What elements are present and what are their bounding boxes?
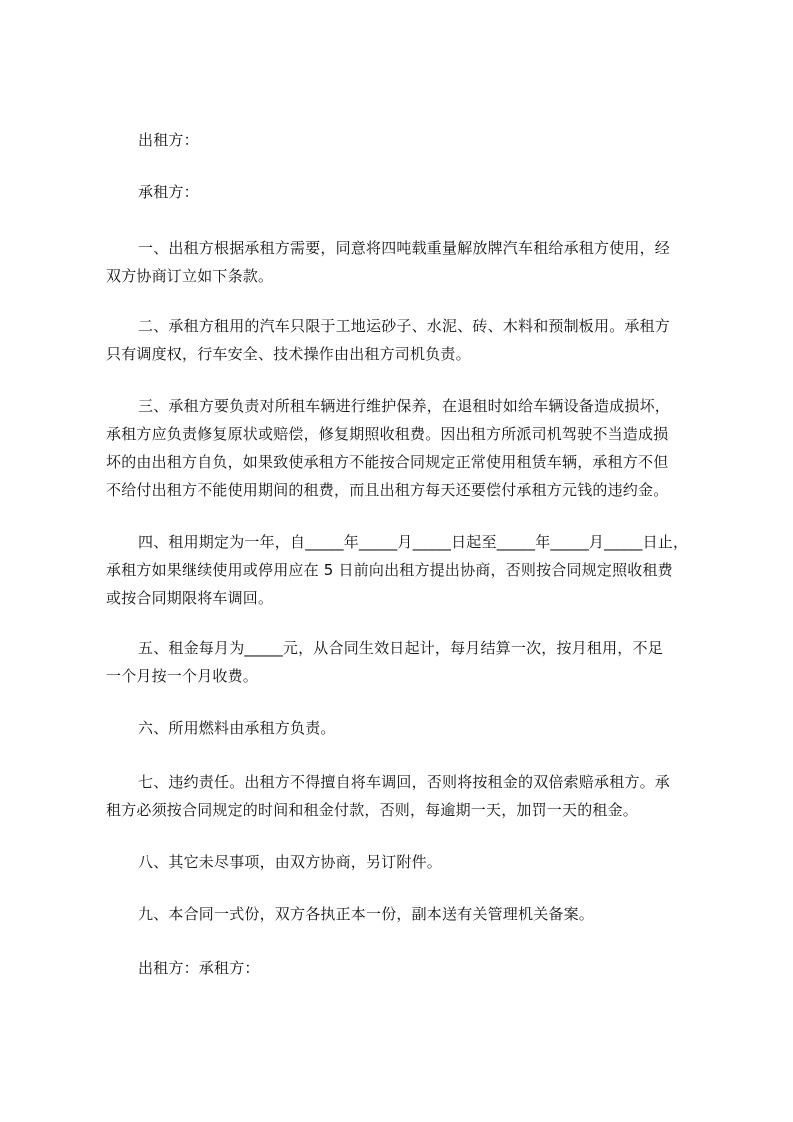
clause-4-line-3: 或按合同期限将车调回。 — [106, 589, 274, 607]
clause-3-line-1: 三、承租方要负责对所租车辆进行维护保养，在退租时如给车辆设备造成损坏， — [138, 397, 671, 415]
clause-2-line-1: 二、承租方租用的汽车只限于工地运砂子、水泥、砖、木料和预制板用。承租方 — [138, 317, 671, 335]
clause-3-line-2: 承租方应负责修复原状或赔偿，修复期照收租费。因出租方所派司机驾驶不当造成损 — [106, 425, 669, 443]
lessee-label: 承租方： — [138, 183, 199, 201]
clause-1-line-1: 一、出租方根据承租方需要，同意将四吨载重量解放牌汽车租给承租方使用，经 — [138, 239, 671, 257]
signature-line: 出租方：承租方： — [138, 959, 260, 977]
clause-8-line-1: 八、其它未尽事项，由双方协商，另订附件。 — [138, 853, 443, 871]
clause-5-line-2: 一个月按一个月收费。 — [106, 667, 259, 685]
clause-6-line-1: 六、所用燃料由承租方负责。 — [138, 719, 336, 737]
clause-1-line-2: 双方协商订立如下条款。 — [106, 267, 274, 285]
clause-9-line-1: 九、本合同一式份，双方各执正本一份，副本送有关管理机关备案。 — [138, 905, 595, 923]
clause-3-line-4: 不给付出租方不能使用期间的租费，而且出租方每天还要偿付承租方元钱的违约金。 — [106, 481, 669, 499]
clause-7-line-1: 七、违约责任。出租方不得擅自将车调回，否则将按租金的双倍索赔承租方。承 — [138, 773, 671, 791]
clause-4-line-2: 承租方如果继续使用或停用应在 5 日前向出租方提出协商，否则按合同规定照收租费 — [106, 561, 673, 579]
clause-2-line-2: 只有调度权，行车安全、技术操作由出租方司机负责。 — [106, 345, 471, 363]
clause-7-line-2: 租方必须按合同规定的时间和租金付款，否则，每逾期一天，加罚一天的租金。 — [106, 801, 639, 819]
clause-4-line-1: 四、租用期定为一年，自_____年_____月_____日起至_____年_____月_____日止， — [138, 533, 689, 551]
clause-5-line-1: 五、租金每月为_____元，从合同生效日起计，每月结算一次，按月租用，不足 — [138, 639, 663, 657]
lessor-label: 出租方： — [138, 131, 199, 149]
clause-3-line-3: 坏的由出租方自负，如果致使承租方不能按合同规定正常使用租赁车辆，承租方不但 — [106, 453, 669, 471]
